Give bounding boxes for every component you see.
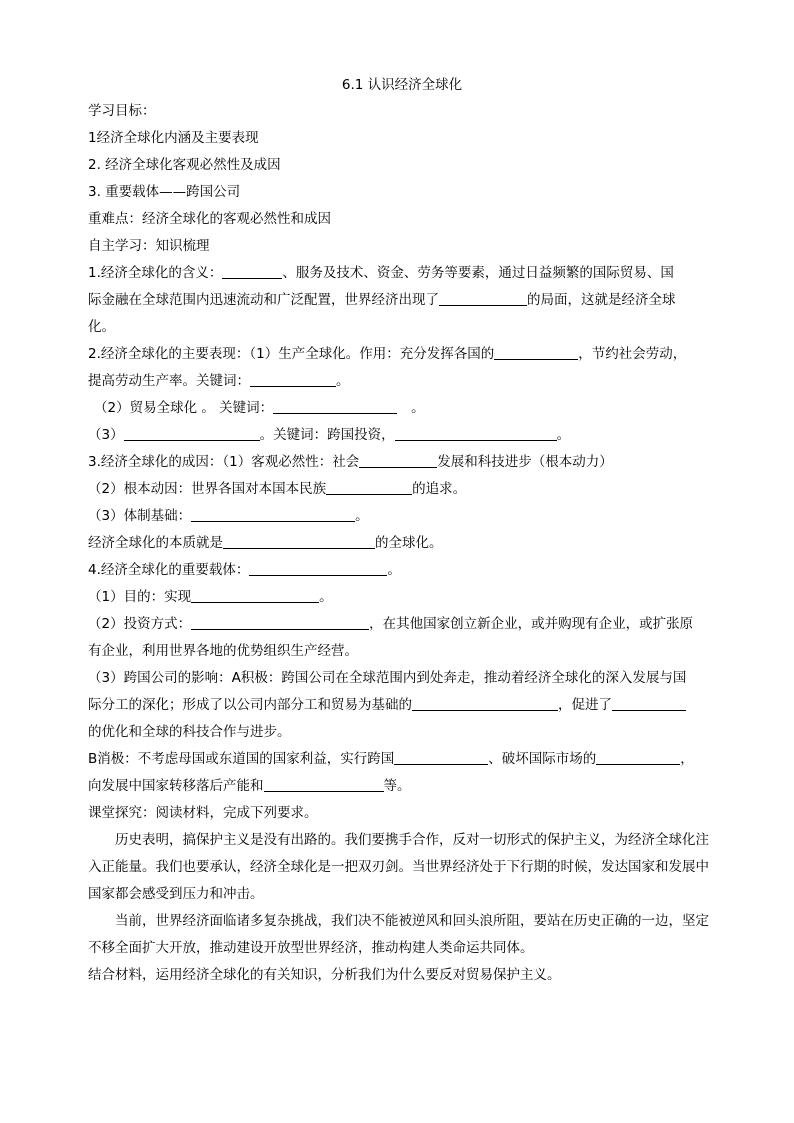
fill-blank[interactable] (394, 750, 488, 765)
fill-blank[interactable] (412, 696, 558, 711)
fill-blank[interactable] (191, 588, 319, 603)
q4-line-8: B消极：不考虑母国或东道国的国家利益，实行跨国 、破坏国际市场的 ， (88, 751, 694, 767)
fill-blank[interactable] (223, 534, 375, 549)
fill-blank[interactable] (439, 291, 527, 306)
fill-blank[interactable] (596, 750, 680, 765)
fill-blank[interactable] (273, 399, 397, 414)
fill-blank[interactable] (249, 561, 387, 576)
fill-blank[interactable] (191, 615, 369, 630)
q4-line-7: 的优化和全球的科技合作与进步。 (88, 724, 291, 740)
objective-1: 1经济全球化内涵及主要表现 (88, 130, 259, 146)
q4-line-5: （3）跨国公司的影响：A积极：跨国公司在全球范围内到处奔走，推动着经济全球化的深入发展与国 (88, 670, 687, 686)
question-prompt: 结合材料，运用经济全球化的有关知识，分析我们为什么要反对贸易保护主义。 (88, 967, 561, 983)
q2-line-4: （3） 。关键词：跨国投资， 。 (88, 427, 571, 443)
fill-blank[interactable] (222, 264, 282, 279)
fill-blank[interactable] (264, 777, 384, 792)
fill-blank[interactable] (124, 426, 260, 441)
fill-blank[interactable] (359, 453, 437, 468)
fill-blank[interactable] (250, 372, 336, 387)
q3-line-3: （3）体制基础： 。 (88, 508, 369, 524)
q3-line-4: 经济全球化的本质就是 的全球化。 (88, 535, 443, 551)
q4-line-6: 际分工的深化；形成了以公司内部分工和贸易为基础的 ，促进了 (88, 692, 716, 719)
section-label-self-study: 自主学习：知识梳理 (88, 238, 210, 254)
q4-line-3: （2）投资方式： ，在其他国家创立新企业，或并购现有企业，或扩张原 (88, 616, 694, 632)
material-paragraph-1: 历史表明，搞保护主义是没有出路的。我们要携手合作，反对一切形式的保护主义，为经济全球化注入正能量。我们也要承认，经济全球化是一把双刃剑。当世界经济处于下行期的时候，发达国家和发展中国家都会感受到压力和冲击。 (88, 832, 709, 902)
objective-3: 3. 重要载体——跨国公司 (88, 184, 241, 200)
q4-line-1: 4.经济全球化的重要载体： 。 (88, 562, 401, 578)
fill-blank[interactable] (395, 426, 557, 441)
fill-blank[interactable] (191, 507, 355, 522)
section-label-objectives: 学习目标： (88, 103, 156, 119)
q2-line-3: （2）贸易全球化 。 关键词： 。 (94, 400, 425, 416)
q2-line-1: 2.经济全球化的主要表现：（1）生产全球化。作用：充分发挥各国的 ，节约社会劳动， (88, 346, 687, 362)
q1-line-2: 际金融在全球范围内迅速流动和广泛配置，世界经济出现了 的局面，这就是经济全球 (88, 292, 676, 308)
fill-blank[interactable] (494, 345, 578, 360)
page-title: 6.1 认识经济全球化 (341, 77, 463, 93)
q1-line-1: 1.经济全球化的含义： 、服务及技术、资金、劳务等要素，通过日益频繁的国际贸易、国 (88, 265, 674, 281)
objective-2: 2. 经济全球化客观必然性及成因 (88, 157, 281, 173)
document-page (88, 72, 716, 989)
q3-line-1: 3.经济全球化的成因：（1）客观必然性：社会 发展和科技进步（根本动力） (88, 454, 613, 470)
fill-blank[interactable] (612, 696, 686, 711)
material-paragraph-2: 当前，世界经济面临诸多复杂挑战，我们决不能被逆风和回头浪所阻，要站在历史正确的一边，坚定不移全面扩大开放，推动建设开放型世界经济，推动构建人类命运共同体。 (88, 913, 709, 956)
section-label-inquiry: 课堂探究：阅读材料，完成下列要求。 (88, 805, 318, 821)
key-points: 重难点：经济全球化的客观必然性和成因 (88, 211, 331, 227)
q3-line-2: （2）根本动因：世界各国对本国本民族 的追求。 (88, 481, 467, 497)
q2-line-2: 提高劳动生产率。关键词： 。 (88, 373, 350, 389)
q4-line-4: 有企业，利用世界各地的优势组织生产经营。 (88, 643, 358, 659)
q1-line-3: 化。 (88, 319, 115, 335)
q4-line-9: 向发展中国家转移落后产能和 等。 (88, 778, 411, 794)
q4-line-2: （1）目的：实现 。 (88, 589, 333, 605)
fill-blank[interactable] (326, 480, 412, 495)
